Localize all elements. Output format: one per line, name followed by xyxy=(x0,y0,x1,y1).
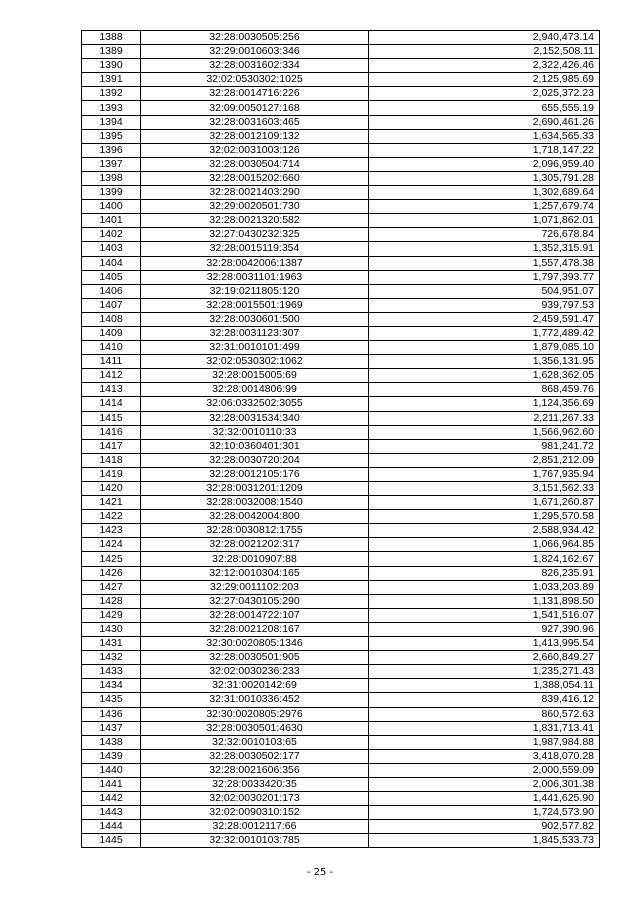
value-cell: 2,940,473.14 xyxy=(369,31,600,45)
cadastral-number-cell: 32:02:0530302:1062 xyxy=(141,355,369,369)
cadastral-number-cell: 32:28:0012105:176 xyxy=(141,467,369,481)
table-row xyxy=(82,73,600,87)
cadastral-number-cell: 32:06:0332502:3055 xyxy=(141,397,369,411)
row-number-cell: 1394 xyxy=(82,115,141,129)
table-row xyxy=(82,453,600,467)
row-number-cell: 1411 xyxy=(82,355,141,369)
cadastral-number-cell: 32:28:0032008:1540 xyxy=(141,496,369,510)
row-number-cell: 1397 xyxy=(82,157,141,171)
row-number-cell: 1417 xyxy=(82,439,141,453)
cadastral-number-cell: 32:32:0010110:33 xyxy=(141,425,369,439)
cadastral-number-cell: 32:28:0033420:35 xyxy=(141,777,369,791)
table-row xyxy=(82,312,600,326)
table-row xyxy=(82,566,600,580)
row-number-cell: 1421 xyxy=(82,496,141,510)
row-number-cell: 1441 xyxy=(82,777,141,791)
cadastral-number-cell: 32:28:0030502:177 xyxy=(141,749,369,763)
table-row xyxy=(82,777,600,791)
table-row xyxy=(82,538,600,552)
table-row xyxy=(82,171,600,185)
value-cell: 1,441,625.90 xyxy=(369,792,600,806)
cadastral-number-cell: 32:32:0010103:65 xyxy=(141,735,369,749)
cadastral-number-cell: 32:28:0015005:69 xyxy=(141,369,369,383)
row-number-cell: 1415 xyxy=(82,411,141,425)
cadastral-number-cell: 32:28:0014806:99 xyxy=(141,383,369,397)
cadastral-number-cell: 32:28:0030601:500 xyxy=(141,312,369,326)
value-cell: 2,000,559.09 xyxy=(369,763,600,777)
table-row xyxy=(82,31,600,45)
value-cell: 927,390.96 xyxy=(369,622,600,636)
table-row xyxy=(82,524,600,538)
row-number-cell: 1392 xyxy=(82,87,141,101)
cadastral-number-cell: 32:30:0020805:1346 xyxy=(141,637,369,651)
cadastral-number-cell: 32:29:0020501:730 xyxy=(141,200,369,214)
row-number-cell: 1399 xyxy=(82,186,141,200)
value-cell: 1,824,162.67 xyxy=(369,552,600,566)
table-row xyxy=(82,228,600,242)
table-row xyxy=(82,763,600,777)
row-number-cell: 1430 xyxy=(82,622,141,636)
cadastral-number-cell: 32:29:0011102:203 xyxy=(141,580,369,594)
table-row xyxy=(82,411,600,425)
row-number-cell: 1414 xyxy=(82,397,141,411)
table-row xyxy=(82,496,600,510)
table-row xyxy=(82,693,600,707)
row-number-cell: 1428 xyxy=(82,594,141,608)
value-cell: 1,557,478.38 xyxy=(369,256,600,270)
table-row xyxy=(82,270,600,284)
value-cell: 2,459,591.47 xyxy=(369,312,600,326)
table-row xyxy=(82,721,600,735)
value-cell: 981,241.72 xyxy=(369,439,600,453)
row-number-cell: 1400 xyxy=(82,200,141,214)
row-number-cell: 1388 xyxy=(82,31,141,45)
cadastral-number-cell: 32:28:0015119:354 xyxy=(141,242,369,256)
value-cell: 2,851,212.09 xyxy=(369,453,600,467)
cadastral-number-cell: 32:02:0090310:152 xyxy=(141,806,369,820)
row-number-cell: 1412 xyxy=(82,369,141,383)
value-cell: 2,211,267.33 xyxy=(369,411,600,425)
value-cell: 1,566,962.60 xyxy=(369,425,600,439)
table-row xyxy=(82,59,600,73)
cadastral-number-cell: 32:28:0021606:356 xyxy=(141,763,369,777)
table-row xyxy=(82,637,600,651)
value-cell: 1,767,935.94 xyxy=(369,467,600,481)
cadastral-number-cell: 32:28:0015202:660 xyxy=(141,171,369,185)
row-number-cell: 1391 xyxy=(82,73,141,87)
value-cell: 1,305,791.28 xyxy=(369,171,600,185)
table-row xyxy=(82,87,600,101)
row-number-cell: 1444 xyxy=(82,820,141,834)
value-cell: 1,131,898.50 xyxy=(369,594,600,608)
table-row xyxy=(82,341,600,355)
cadastral-number-cell: 32:28:0031602:334 xyxy=(141,59,369,73)
table-row xyxy=(82,439,600,453)
value-cell: 1,066,964.85 xyxy=(369,538,600,552)
table-row xyxy=(82,157,600,171)
value-cell: 2,125,985.69 xyxy=(369,73,600,87)
cadastral-number-cell: 32:28:0014716:226 xyxy=(141,87,369,101)
row-number-cell: 1442 xyxy=(82,792,141,806)
cadastral-number-cell: 32:19:0211805:120 xyxy=(141,284,369,298)
cadastral-number-cell: 32:28:0012109:132 xyxy=(141,129,369,143)
value-cell: 902,577.82 xyxy=(369,820,600,834)
value-cell: 1,295,570.58 xyxy=(369,510,600,524)
value-cell: 1,772,489.42 xyxy=(369,326,600,340)
table-row xyxy=(82,326,600,340)
row-number-cell: 1431 xyxy=(82,637,141,651)
value-cell: 1,541,516.07 xyxy=(369,608,600,622)
table-row xyxy=(82,665,600,679)
value-cell: 1,797,393.77 xyxy=(369,270,600,284)
cadastral-number-cell: 32:12:0010304:165 xyxy=(141,566,369,580)
table-row xyxy=(82,820,600,834)
row-number-cell: 1395 xyxy=(82,129,141,143)
value-cell: 2,006,301.38 xyxy=(369,777,600,791)
value-cell: 2,322,426.46 xyxy=(369,59,600,73)
cadastral-number-cell: 32:28:0031123:307 xyxy=(141,326,369,340)
value-cell: 1,302,689.64 xyxy=(369,186,600,200)
cadastral-number-cell: 32:32:0010103:785 xyxy=(141,834,369,848)
table-row xyxy=(82,186,600,200)
cadastral-number-cell: 32:28:0042006:1387 xyxy=(141,256,369,270)
row-number-cell: 1445 xyxy=(82,834,141,848)
value-cell: 1,124,356.69 xyxy=(369,397,600,411)
row-number-cell: 1426 xyxy=(82,566,141,580)
cadastral-number-cell: 32:31:0010101:499 xyxy=(141,341,369,355)
value-cell: 726,678.84 xyxy=(369,228,600,242)
row-number-cell: 1422 xyxy=(82,510,141,524)
cadastral-number-cell: 32:28:0030501:905 xyxy=(141,651,369,665)
table-row xyxy=(82,129,600,143)
row-number-cell: 1409 xyxy=(82,326,141,340)
cadastral-number-cell: 32:28:0015501:1969 xyxy=(141,298,369,312)
value-cell: 2,025,372.23 xyxy=(369,87,600,101)
row-number-cell: 1408 xyxy=(82,312,141,326)
row-number-cell: 1440 xyxy=(82,763,141,777)
cadastral-number-cell: 32:28:0014722:107 xyxy=(141,608,369,622)
row-number-cell: 1410 xyxy=(82,341,141,355)
value-cell: 1,724,573.90 xyxy=(369,806,600,820)
value-cell: 868,459.76 xyxy=(369,383,600,397)
row-number-cell: 1429 xyxy=(82,608,141,622)
table-row xyxy=(82,707,600,721)
cadastral-number-cell: 32:28:0010907:88 xyxy=(141,552,369,566)
row-number-cell: 1438 xyxy=(82,735,141,749)
cadastral-number-cell: 32:09:0050127:168 xyxy=(141,101,369,115)
row-number-cell: 1436 xyxy=(82,707,141,721)
value-cell: 1,257,679.74 xyxy=(369,200,600,214)
value-cell: 1,671,260.87 xyxy=(369,496,600,510)
table-row xyxy=(82,200,600,214)
value-cell: 860,572.63 xyxy=(369,707,600,721)
cadastral-number-cell: 32:31:0010336:452 xyxy=(141,693,369,707)
table-row xyxy=(82,622,600,636)
row-number-cell: 1407 xyxy=(82,298,141,312)
table-row xyxy=(82,594,600,608)
table-body xyxy=(82,31,600,848)
cadastral-number-cell: 32:28:0021320:582 xyxy=(141,214,369,228)
value-cell: 1,413,995.54 xyxy=(369,637,600,651)
table-row xyxy=(82,397,600,411)
value-cell: 1,831,713.41 xyxy=(369,721,600,735)
cadastral-number-cell: 32:27:0430105:290 xyxy=(141,594,369,608)
table-row xyxy=(82,101,600,115)
value-cell: 1,352,315.91 xyxy=(369,242,600,256)
cadastral-number-cell: 32:28:0030505:256 xyxy=(141,31,369,45)
cadastral-number-cell: 32:02:0030236:233 xyxy=(141,665,369,679)
cadastral-number-cell: 32:28:0030812:1755 xyxy=(141,524,369,538)
table-row xyxy=(82,214,600,228)
table-row xyxy=(82,482,600,496)
value-cell: 1,388,054.11 xyxy=(369,679,600,693)
cadastral-number-cell: 32:31:0020142:69 xyxy=(141,679,369,693)
row-number-cell: 1439 xyxy=(82,749,141,763)
value-cell: 1,634,565.33 xyxy=(369,129,600,143)
value-cell: 1,628,362.05 xyxy=(369,369,600,383)
value-cell: 1,987,984.88 xyxy=(369,735,600,749)
cadastral-number-cell: 32:02:0030201:173 xyxy=(141,792,369,806)
value-cell: 1,235,271.43 xyxy=(369,665,600,679)
cadastral-number-cell: 32:28:0030504:714 xyxy=(141,157,369,171)
table-row xyxy=(82,580,600,594)
row-number-cell: 1427 xyxy=(82,580,141,594)
row-number-cell: 1437 xyxy=(82,721,141,735)
cadastral-number-cell: 32:29:0010603:346 xyxy=(141,45,369,59)
table-row xyxy=(82,834,600,848)
value-cell: 1,071,862.01 xyxy=(369,214,600,228)
row-number-cell: 1393 xyxy=(82,101,141,115)
value-cell: 2,588,934.42 xyxy=(369,524,600,538)
cadastral-number-cell: 32:28:0030720:204 xyxy=(141,453,369,467)
table-row xyxy=(82,298,600,312)
table-row xyxy=(82,143,600,157)
row-number-cell: 1419 xyxy=(82,467,141,481)
table-row xyxy=(82,45,600,59)
value-cell: 3,418,070.28 xyxy=(369,749,600,763)
table-row xyxy=(82,735,600,749)
cadastral-number-cell: 32:28:0031201:1209 xyxy=(141,482,369,496)
cadastral-value-table xyxy=(81,30,600,848)
row-number-cell: 1424 xyxy=(82,538,141,552)
table-row xyxy=(82,510,600,524)
row-number-cell: 1396 xyxy=(82,143,141,157)
cadastral-number-cell: 32:10:0360401:301 xyxy=(141,439,369,453)
table-row xyxy=(82,284,600,298)
value-cell: 2,660,849.27 xyxy=(369,651,600,665)
value-cell: 3,151,562.33 xyxy=(369,482,600,496)
table-row xyxy=(82,651,600,665)
table-row xyxy=(82,355,600,369)
row-number-cell: 1413 xyxy=(82,383,141,397)
row-number-cell: 1405 xyxy=(82,270,141,284)
value-cell: 1,033,203.89 xyxy=(369,580,600,594)
cadastral-number-cell: 32:28:0031534:340 xyxy=(141,411,369,425)
row-number-cell: 1425 xyxy=(82,552,141,566)
row-number-cell: 1434 xyxy=(82,679,141,693)
cadastral-number-cell: 32:02:0031003:126 xyxy=(141,143,369,157)
value-cell: 1,718,147.22 xyxy=(369,143,600,157)
row-number-cell: 1420 xyxy=(82,482,141,496)
cadastral-number-cell: 32:28:0031101:1963 xyxy=(141,270,369,284)
table-row xyxy=(82,425,600,439)
value-cell: 939,797.53 xyxy=(369,298,600,312)
cadastral-number-cell: 32:02:0530302:1025 xyxy=(141,73,369,87)
row-number-cell: 1418 xyxy=(82,453,141,467)
cadastral-number-cell: 32:28:0030501:4630 xyxy=(141,721,369,735)
cadastral-number-cell: 32:27:0430232:325 xyxy=(141,228,369,242)
row-number-cell: 1402 xyxy=(82,228,141,242)
value-cell: 1,879,085.10 xyxy=(369,341,600,355)
row-number-cell: 1390 xyxy=(82,59,141,73)
row-number-cell: 1406 xyxy=(82,284,141,298)
row-number-cell: 1403 xyxy=(82,242,141,256)
value-cell: 2,152,508.11 xyxy=(369,45,600,59)
value-cell: 655,555.19 xyxy=(369,101,600,115)
cadastral-number-cell: 32:28:0012117:66 xyxy=(141,820,369,834)
table-row xyxy=(82,467,600,481)
value-cell: 2,096,959.40 xyxy=(369,157,600,171)
row-number-cell: 1433 xyxy=(82,665,141,679)
value-cell: 2,690,461.26 xyxy=(369,115,600,129)
row-number-cell: 1401 xyxy=(82,214,141,228)
value-cell: 504,951.07 xyxy=(369,284,600,298)
table-row xyxy=(82,552,600,566)
table-row xyxy=(82,608,600,622)
cadastral-number-cell: 32:28:0021208:167 xyxy=(141,622,369,636)
table-row xyxy=(82,792,600,806)
table-row xyxy=(82,679,600,693)
row-number-cell: 1435 xyxy=(82,693,141,707)
table-row xyxy=(82,242,600,256)
row-number-cell: 1432 xyxy=(82,651,141,665)
value-cell: 826,235.91 xyxy=(369,566,600,580)
table-row xyxy=(82,749,600,763)
table-row xyxy=(82,806,600,820)
table-row xyxy=(82,369,600,383)
table-row xyxy=(82,383,600,397)
row-number-cell: 1443 xyxy=(82,806,141,820)
value-cell: 839,416.12 xyxy=(369,693,600,707)
table-row xyxy=(82,115,600,129)
row-number-cell: 1398 xyxy=(82,171,141,185)
value-cell: 1,845,533.73 xyxy=(369,834,600,848)
cadastral-number-cell: 32:30:0020805:2976 xyxy=(141,707,369,721)
row-number-cell: 1389 xyxy=(82,45,141,59)
cadastral-number-cell: 32:28:0031603:465 xyxy=(141,115,369,129)
cadastral-number-cell: 32:28:0021403:290 xyxy=(141,186,369,200)
cadastral-number-cell: 32:28:0042004:800 xyxy=(141,510,369,524)
table-row xyxy=(82,256,600,270)
row-number-cell: 1416 xyxy=(82,425,141,439)
cadastral-number-cell: 32:28:0021202:317 xyxy=(141,538,369,552)
row-number-cell: 1423 xyxy=(82,524,141,538)
value-cell: 1,356,131.95 xyxy=(369,355,600,369)
row-number-cell: 1404 xyxy=(82,256,141,270)
page-number: - 25 - xyxy=(306,867,334,878)
